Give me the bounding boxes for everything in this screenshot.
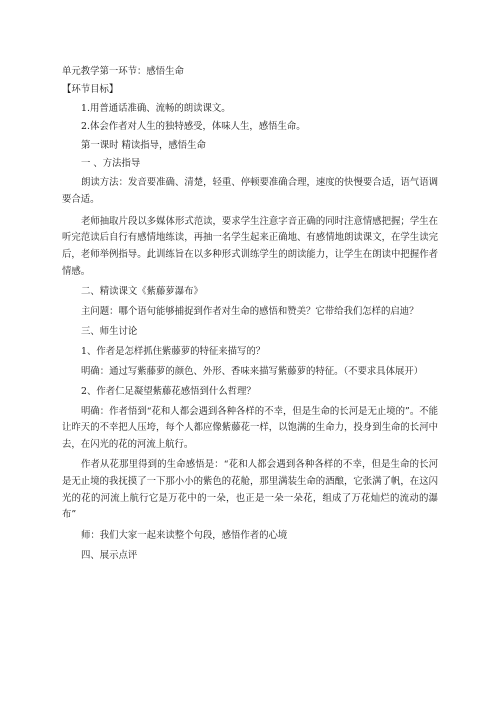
- teacher-line: 师：我们大家一起来读整个句段，感悟作者的心境: [81, 529, 288, 541]
- reading-method-paragraph: 朗读方法：发音要准确、清楚，轻重、停顿要准确合理，速度的快慢要合适，语气语调要合适。: [62, 177, 438, 205]
- lesson-heading: 第一课时 精读指导，感悟生命: [81, 139, 206, 151]
- section-heading-reading: 二、精读课文《紫藤萝瀑布》: [81, 286, 203, 298]
- goals-heading: 【环节目标】: [62, 84, 119, 96]
- answer-2: 明确：作者悟到“花和人都会遇到各种各样的不幸，但是生命的长河是无止境的”。不能让昨天的不幸把人压垮，每个人都应像紫藤花一样，以饱满的生命力，投身到生命的长河中去，在闪光的花的河流上航行。: [62, 405, 438, 450]
- goal-item: 2.体会作者对人生的独特感受，体味人生，感悟生命。: [81, 121, 306, 133]
- document-page: [62, 65, 438, 563]
- document-title: 单元教学第一环节：感悟生命: [62, 66, 184, 77]
- section-heading-method: 一 、方法指导: [81, 157, 141, 169]
- question-2: 2、作者仁足凝望紫藤花感悟到什么哲理？: [81, 386, 256, 398]
- goal-item: 1.用普通话准确、流畅的朗读课文。: [81, 102, 231, 114]
- quote-paragraph: 作者从花那里得到的生命感悟是：“花和人都会遇到各种各样的不幸，但是生命的长河是无止境的我抚摸了一下那小小的紫色的花舱，那里满装生命的酒酿，它张满了帆，在这闪光的花的河流上航行它是万花中的一朵，也正是一朵一朵花，组成了万花灿烂的流动的瀑布”: [62, 459, 438, 521]
- question-1: 1、作者是怎样抓住紫藤萝的特征来描写的？: [81, 346, 266, 358]
- section-heading-discussion: 三、师生讨论: [81, 326, 138, 338]
- main-question-paragraph: 主问题：哪个语句能够捕捉到作者对生命的感悟和赞美？它带给我们怎样的启迪？: [81, 305, 419, 317]
- answer-1: 明确：通过写紫藤萝的颜色、外形、香味来描写紫藤萝的特征。（不要求具体展开）: [81, 365, 424, 377]
- section-heading-showcase: 四、展示点评: [81, 549, 138, 561]
- teacher-demo-paragraph: 老师抽取片段以多媒体形式范读，要求学生注意字音正确的同时注意情感把握；学生在听完范读后自行有感情地练读，再抽一名学生起来正确地、有感情地朗读课文，在学生读完后，老师举例指导。此训练旨在以多种形式训练学生的朗读能力，让学生在朗读中把握作者情感。: [62, 215, 438, 277]
